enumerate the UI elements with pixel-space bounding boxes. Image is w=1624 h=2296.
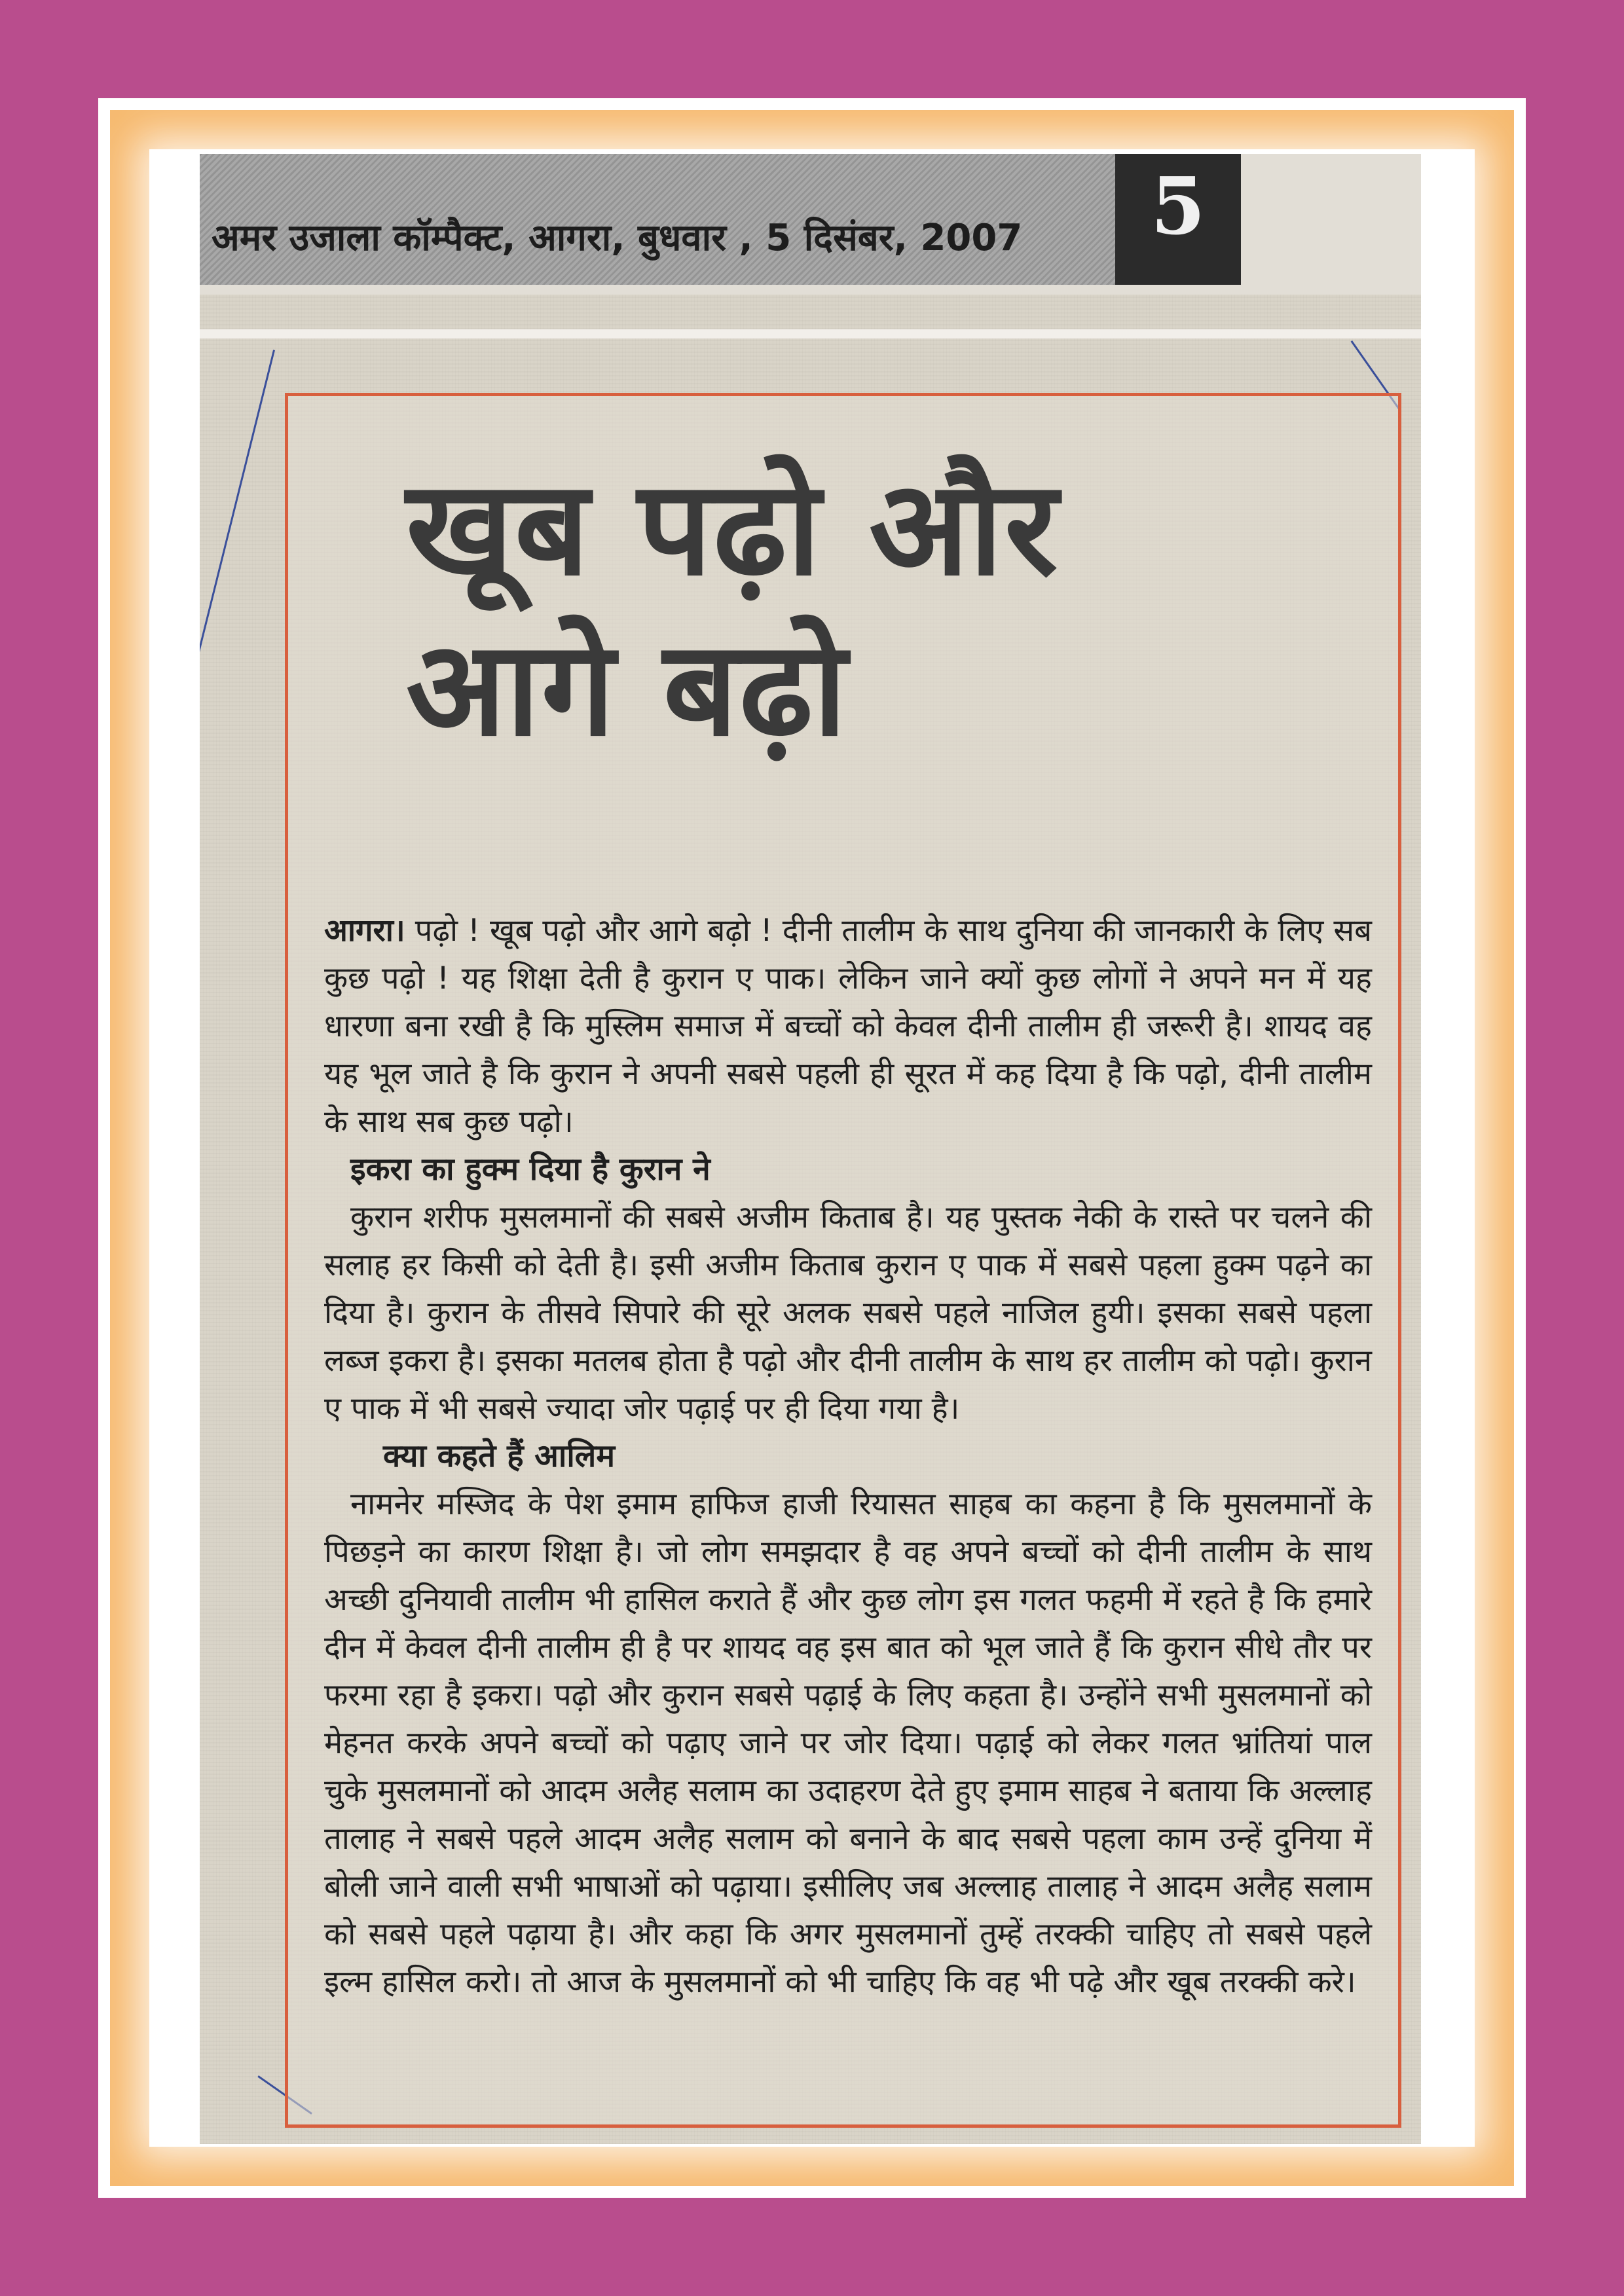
subhead-1: इकरा का हुक्म दिया है कुरान ने [350, 1151, 710, 1188]
article-box [285, 393, 1401, 2128]
headline-line-2: आगे बढ़ो [406, 613, 849, 765]
section-1-paragraph: कुरान शरीफ मुसलमानों की सबसे अजीम किताब है। यह पुस्तक नेकी के रास्ते पर चलने की सलाह हर किसी को देती है। इसी अजीम किताब कुरान ए पाक में सबसे पहला हुक्म पढ़ने का दिया है। कुरान के तीसवे सिपारे की सूरे अलक सबसे पहले नाजिल हुयी। इसका सबसे पहला लब्ज इकरा है। इसका मतलब होता है पढ़ो और दीनी तालीम के साथ हर तालीम को पढ़ो। कुरान ए पाक में भी सबसे ज्यादा जोर पढ़ाई पर ही दिया गया है। [324, 1199, 1372, 1427]
section-2-paragraph: नामनेर मस्जिद के पेश इमाम हाफिज हाजी रियासत साहब का कहना है कि मुसलमानों के पिछड़ने का कारण शिक्षा है। जो लोग समझदार है वह अपने बच्चों को दीनी तालीम के साथ अच्छी दुनियावी तालीम भी हासिल कराते हैं और कुछ लोग इस गलत फहमी में रहते है कि हमारे दीन में केवल दीनी तालीम ही है पर शायद वह इस बात को भूल जाते हैं कि कुरान सीधे तौर पर फरमा रहा है इकरा। पढ़ो और कुरान सबसे पढ़ाई के लिए कहता है। उन्होंने सभी मुसलमानों को मेहनत करके अपने बच्चों को पढ़ाए जाने पर जोर दिया। पढ़ाई को लेकर गलत भ्रांतियां पाल चुके मुसलमानों को आदम अलैह सलाम का उदाहरण देते हुए इमाम साहब ने बताया कि अल्लाह तालाह ने सबसे पहले आदम अलैह सलाम को बनाने के बाद सबसे पहला काम उन्हें दुनिया में बोली जाने वाली सभी भाषाओं को पढ़ाया। इसीलिए जब अल्लाह तालाह ने आदम अलैह सलाम को सबसे पहले पढ़ाया है। और कहा कि अगर मुसलमानों तुम्हें तरक्की चाहिए तो सबसे पहले इल्म हासिल करो। तो आज के मुसलमानों को भी चाहिए कि वह भी पढ़े और खूब तरक्की करे। [324, 1486, 1372, 2000]
intro-paragraph [324, 907, 1372, 1146]
page-number-box [1115, 154, 1241, 285]
intro-text: पढ़ो ! खूब पढ़ो और आगे बढ़ो ! दीनी तालीम के साथ दुनिया की जानकारी के लिए सब कुछ पढ़ो ! यह शिक्षा देती है कुरान ए पाक। लेकिन जाने क्यों कुछ लोगों ने अपने मन में यह धारणा बना रखी है कि मुस्लिम समाज में बच्चों को केवल दीनी तालीम ही जरूरी है। शायद वह यह भूल जाते है कि कुरान ने अपनी सबसे पहली ही सूरत में कह दिया है कि पढ़ो, दीनी तालीम के साथ सब कुछ पढ़ो। [324, 913, 1372, 1140]
article-body [324, 907, 1372, 2006]
masthead-dateline: अमर उजाला कॉम्पैक्ट, आगरा, बुधवार , 5 दिसंबर, 2007 [212, 217, 1023, 259]
article-dateline: आगरा। [324, 913, 405, 949]
headline-line-1: खूब पढ़ो और [406, 452, 1060, 605]
subhead-2: क्या कहते हैं आलिम [383, 1438, 616, 1474]
newspaper-clipping [200, 154, 1421, 2144]
pen-mark [200, 350, 275, 706]
fold-line [200, 329, 1421, 338]
masthead [200, 154, 1421, 295]
page-number: 5 [1151, 160, 1206, 253]
headline [406, 448, 1059, 769]
